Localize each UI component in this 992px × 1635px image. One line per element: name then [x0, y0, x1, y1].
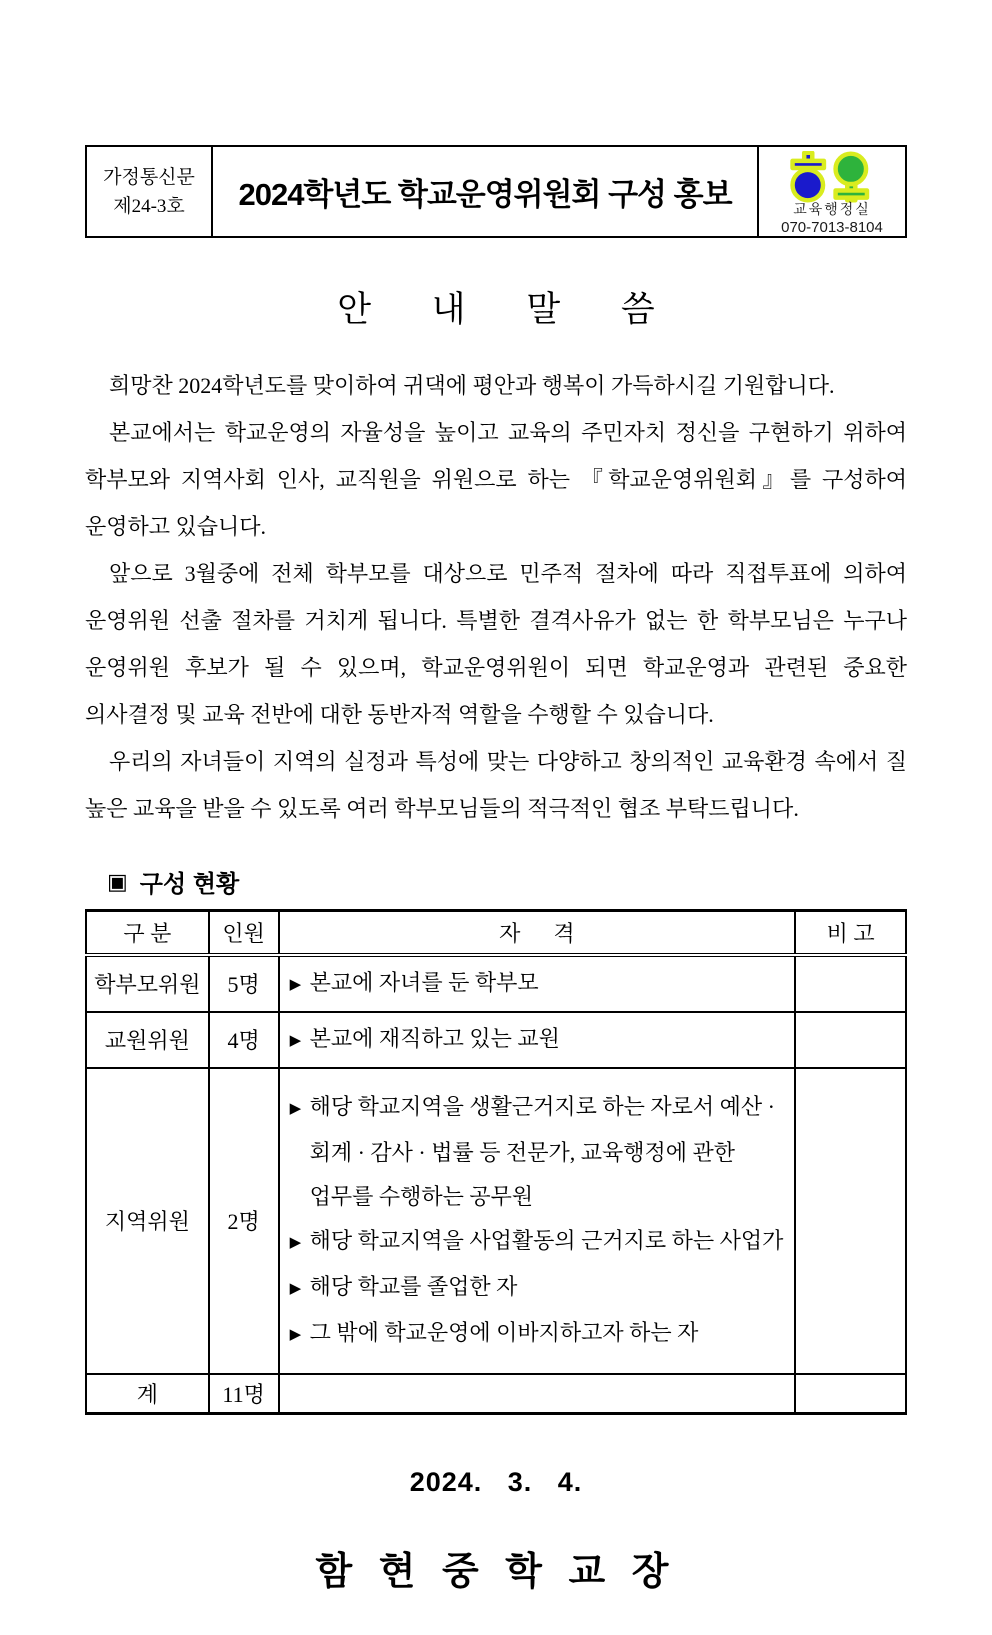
header-category: 구 분: [86, 911, 209, 955]
triangle-bullet-icon: ▶: [289, 1234, 302, 1251]
logo-phone-number: 070-7013-8104: [781, 219, 883, 236]
notice-title: 안 내 말 씀: [337, 290, 681, 329]
qualification-item: [290, 1219, 789, 1265]
cell-qualifications: [279, 1012, 796, 1068]
cell-note: [795, 1068, 906, 1374]
table-row-parent-members: [86, 955, 906, 1012]
cell-count: 4명: [209, 1012, 279, 1068]
cell-count: 11명: [209, 1374, 279, 1414]
cell-note: [795, 1374, 906, 1414]
cell-category: 학부모위원: [86, 955, 209, 1012]
cell-qualifications: [279, 1068, 796, 1374]
header-count: 인원: [209, 911, 279, 955]
doc-type-label: 가정통신문: [103, 166, 195, 188]
logo-left-glyph: [793, 153, 824, 201]
header-note: 비 고: [795, 911, 906, 955]
cell-count: 5명: [209, 955, 279, 1012]
qualification-item: [290, 1017, 789, 1063]
logo-right-glyph: [836, 154, 867, 201]
paragraph-committee: 본교에서는 학교운영의 자율성을 높이고 교육의 주민자치 정신을 구현하기 위하여 학부모와 지역사회 인사, 교직원을 위원으로 하는 『학교운영위원회』를 구성하여 운영하고 있습니다.: [85, 420, 907, 539]
cell-count: 2명: [209, 1068, 279, 1374]
triangle-bullet-icon: ▶: [289, 1100, 302, 1117]
paragraph-election: 앞으로 3월중에 전체 학부모를 대상으로 민주적 절차에 따라 직접투표에 의하여 운영위원 선출 절차를 거치게 됩니다. 특별한 결격사유가 없는 한 학부모님은 누구나 운영위원 후보가 될 수 있으며, 학교운영위원이 되면 학교운영과 관련된 중요한 의사결정 및 교육 전반에 대한 동반자적 역할을 수행할 수 있습니다.: [85, 561, 907, 727]
header-qualification: 자 격: [279, 911, 796, 955]
qualification-text: 해당 학교지역을 생활근거지로 하는 자로서 예산 · 회계 · 감사 · 법률 등 전문가, 교육행정에 관한 업무를 수행하는 공무원: [309, 1093, 775, 1209]
doc-type-box: [87, 147, 213, 236]
cell-category: 계: [86, 1374, 209, 1414]
qualification-item: [290, 1265, 789, 1311]
notice-body: [85, 362, 907, 832]
cell-category: 교원위원: [86, 1012, 209, 1068]
triangle-bullet-icon: ▶: [289, 1326, 302, 1343]
qualification-text: 해당 학교를 졸업한 자: [309, 1273, 518, 1299]
header-title-box: [213, 147, 757, 236]
cell-note: [795, 955, 906, 1012]
cell-note: [795, 1012, 906, 1068]
table-row-teacher-members: [86, 1012, 906, 1068]
qualification-item: [290, 1085, 789, 1219]
document-date: 2024. 3. 4.: [409, 1467, 583, 1497]
cell-qualifications: [279, 1374, 796, 1414]
paragraph-request: 우리의 자녀들이 지역의 실정과 특성에 맞는 다양하고 창의적인 교육환경 속에서 질 높은 교육을 받을 수 있도록 여러 학부모님들의 적극적인 협조 부탁드립니다.: [85, 749, 907, 821]
qualification-text: 본교에 자녀를 둔 학부모: [309, 969, 539, 995]
triangle-bullet-icon: ▶: [289, 1032, 302, 1049]
table-row-total: [86, 1374, 906, 1414]
cell-category: 지역위원: [86, 1068, 209, 1374]
section-header-composition: [85, 864, 907, 899]
qualification-item: [290, 961, 789, 1007]
logo-box: [757, 147, 905, 236]
qualification-text: 그 밖에 학교운영에 이바지하고자 하는 자: [309, 1319, 699, 1345]
square-marker-icon: ▣: [107, 868, 128, 894]
table-row-community-members: [86, 1068, 906, 1374]
table-body: [86, 955, 906, 1414]
section-title: 구성 현황: [139, 871, 240, 898]
doc-number: 제24-3호: [113, 195, 185, 217]
cell-qualifications: [279, 955, 796, 1012]
header-banner: [85, 145, 907, 238]
principal-signature: 함 현 중 학 교 장: [315, 1551, 677, 1593]
triangle-bullet-icon: ▶: [289, 976, 302, 993]
qualification-text: 본교에 재직하고 있는 교원: [309, 1025, 560, 1051]
table-header-row: [86, 911, 906, 955]
qualification-item: [290, 1311, 789, 1357]
composition-table: [85, 909, 907, 1415]
school-logo-icon: [780, 151, 884, 203]
qualification-text: 해당 학교지역을 사업활동의 근거지로 하는 사업가: [309, 1227, 784, 1253]
document-title: 2024학년도 학교운영위원회 구성 홍보: [238, 177, 732, 212]
paragraph-greeting: 희망찬 2024학년도를 맞이하여 귀댁에 평안과 행복이 가득하시길 기원합니다.: [109, 373, 835, 398]
logo-office-label: 교육행정실: [793, 203, 871, 218]
table-head: [86, 911, 906, 955]
triangle-bullet-icon: ▶: [289, 1280, 302, 1297]
